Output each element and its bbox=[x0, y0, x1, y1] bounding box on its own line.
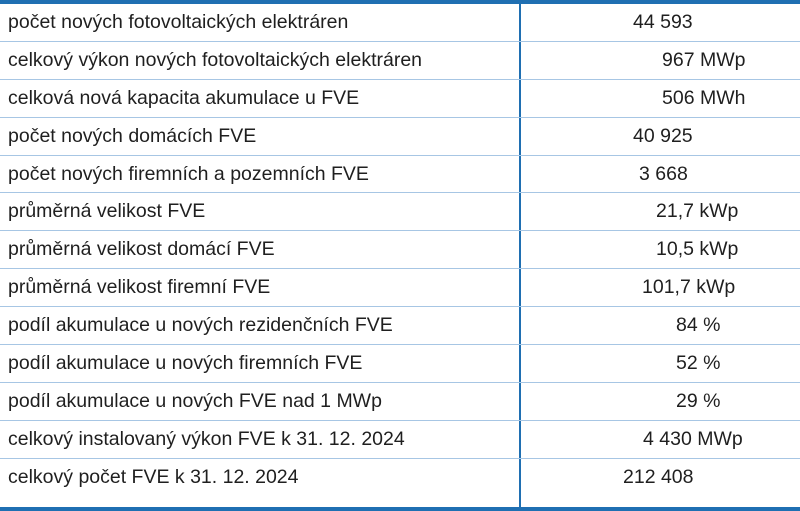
row-value: 4 430 MWp bbox=[643, 427, 743, 450]
row-value: 84 % bbox=[676, 314, 721, 337]
row-value: 506 MWh bbox=[662, 86, 746, 109]
row-label: podíl akumulace u nových firemních FVE bbox=[8, 351, 363, 374]
row-label: podíl akumulace u nových FVE nad 1 MWp bbox=[8, 389, 382, 412]
row-label: celkový instalovaný výkon FVE k 31. 12. 2024 bbox=[8, 427, 405, 450]
row-label: průměrná velikost firemní FVE bbox=[8, 276, 271, 299]
row-value: 10,5 kWp bbox=[656, 238, 739, 261]
row-value: 44 593 bbox=[633, 10, 693, 33]
table-row bbox=[0, 118, 800, 156]
table-row bbox=[0, 193, 800, 231]
table-row bbox=[0, 231, 800, 269]
table-row bbox=[0, 307, 800, 345]
row-label: počet nových domácích FVE bbox=[8, 124, 257, 147]
row-value: 21,7 kWp bbox=[656, 200, 739, 223]
row-value: 212 408 bbox=[623, 466, 694, 489]
row-label: celkový počet FVE k 31. 12. 2024 bbox=[8, 466, 299, 489]
row-label: celkový výkon nových fotovoltaických elektráren bbox=[8, 48, 423, 71]
table-row bbox=[0, 4, 800, 42]
table-row bbox=[0, 80, 800, 118]
row-label: celková nová kapacita akumulace u FVE bbox=[8, 86, 360, 109]
table-row bbox=[0, 42, 800, 80]
row-label: průměrná velikost FVE bbox=[8, 200, 206, 223]
table-row bbox=[0, 421, 800, 459]
row-label: průměrná velikost domácí FVE bbox=[8, 238, 275, 261]
row-value: 52 % bbox=[676, 351, 721, 374]
table-row bbox=[0, 383, 800, 421]
row-label: podíl akumulace u nových rezidenčních FVE bbox=[8, 314, 393, 337]
row-value: 967 MWp bbox=[662, 48, 746, 71]
row-value: 40 925 bbox=[633, 124, 693, 147]
table-row bbox=[0, 459, 800, 497]
row-value: 29 % bbox=[676, 389, 721, 412]
row-label: počet nových firemních a pozemních FVE bbox=[8, 162, 369, 185]
row-value: 101,7 kWp bbox=[642, 276, 736, 299]
row-label: počet nových fotovoltaických elektráren bbox=[8, 10, 349, 33]
table-row bbox=[0, 269, 800, 307]
table-row bbox=[0, 345, 800, 383]
table-row bbox=[0, 156, 800, 194]
row-value: 3 668 bbox=[639, 162, 688, 185]
